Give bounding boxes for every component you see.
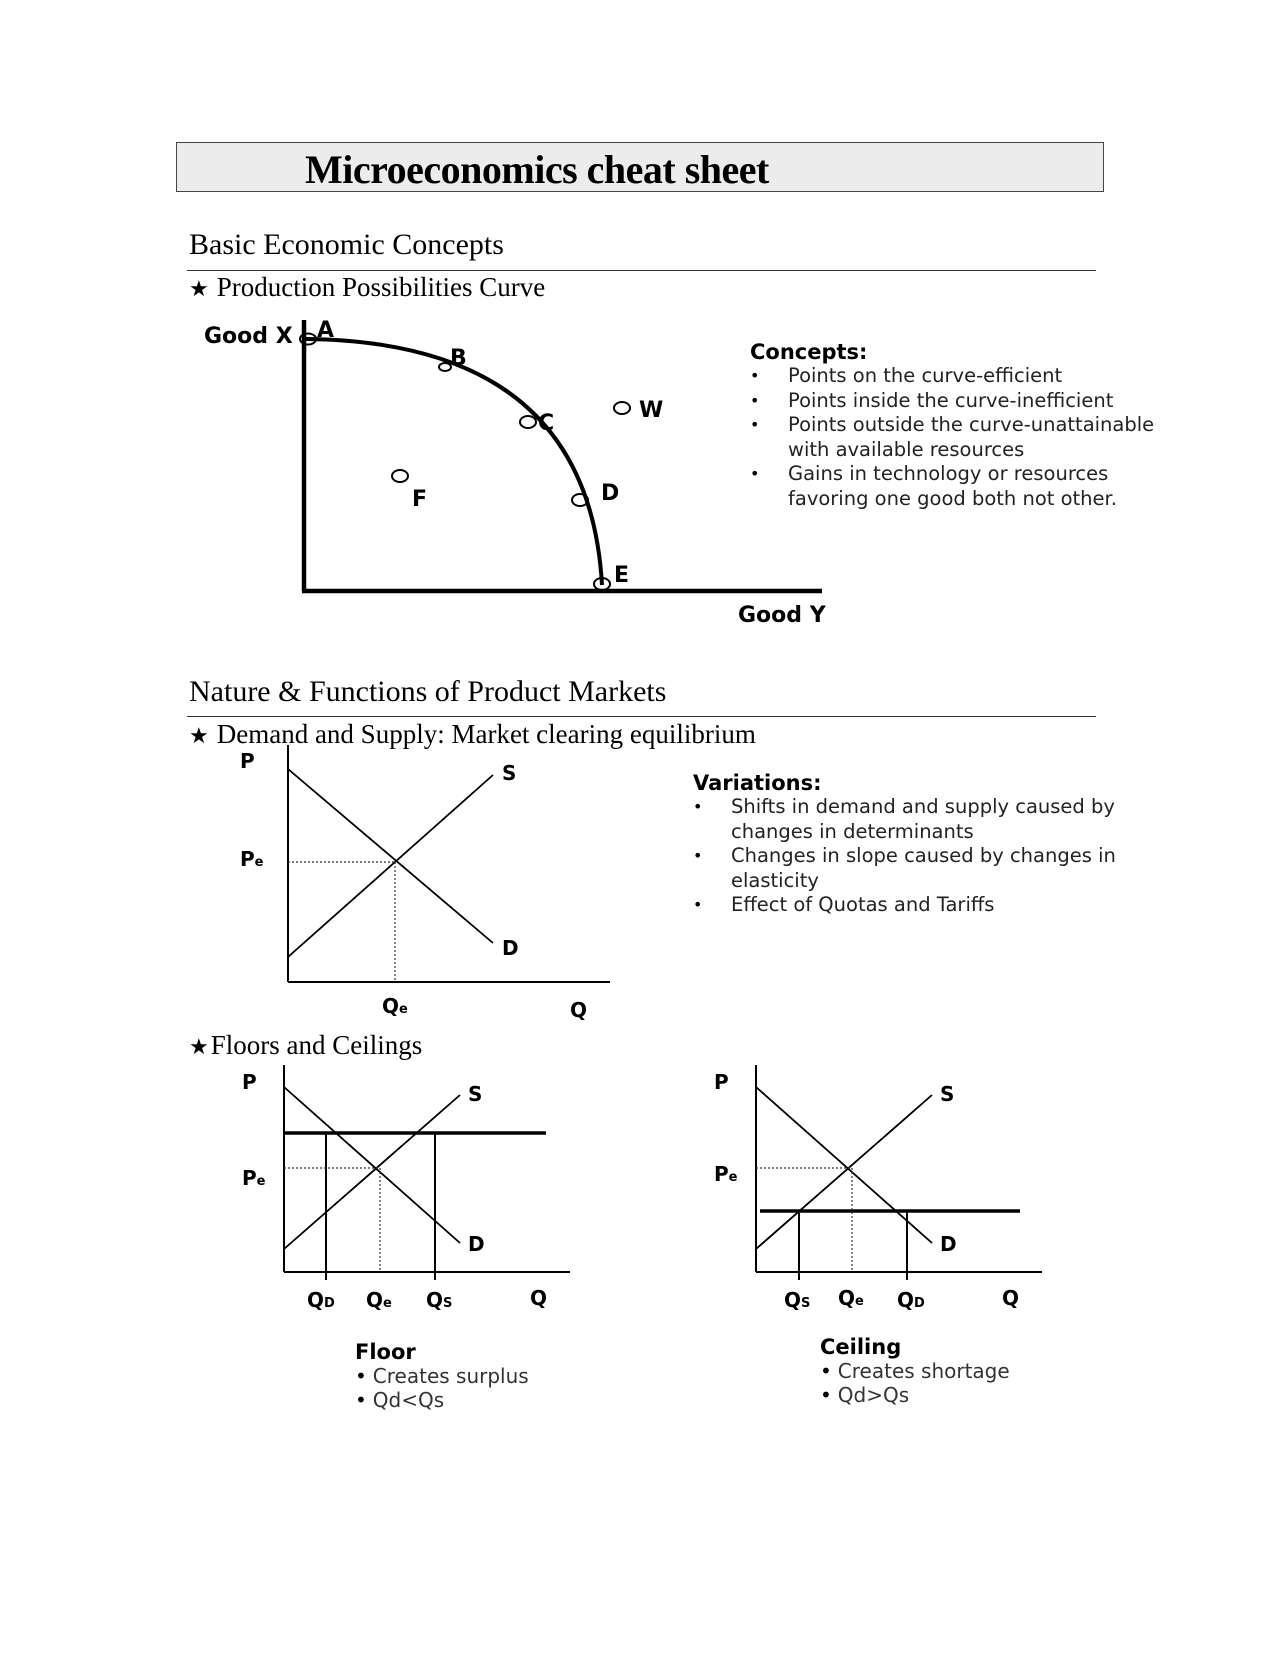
subsection-heading-text: Production Possibilities Curve — [216, 272, 546, 302]
qe-label: Qe — [366, 1288, 392, 1312]
point-e-label: E — [614, 563, 630, 588]
list-item: • Points on the curve-efficient — [750, 364, 1063, 387]
ceiling-chart — [702, 1065, 1062, 1335]
qs-label: QS — [784, 1288, 811, 1312]
point-c-marker — [520, 416, 536, 428]
subsection-heading-ppc — [189, 272, 545, 303]
qd-label: QD — [307, 1288, 335, 1312]
bullet-icon: • — [693, 846, 703, 865]
p-axis-label: P — [240, 749, 255, 773]
point-w-marker — [614, 402, 630, 414]
point-w-label: W — [639, 398, 664, 423]
demand-label: D — [940, 1232, 957, 1256]
supply-label: S — [502, 761, 517, 785]
list-item: • Changes in slope caused by changes in elasticity — [693, 844, 1116, 892]
bullet-icon: • — [750, 366, 760, 385]
concepts-notes — [750, 340, 1170, 511]
subsection-heading-bold: Demand and Supply: — [216, 719, 445, 749]
qe-label: Qe — [838, 1286, 864, 1310]
point-c-label: C — [538, 411, 555, 436]
bullet-icon: • — [693, 797, 703, 816]
ceiling-title: Ceiling — [820, 1335, 902, 1359]
demand-label: D — [468, 1232, 485, 1256]
star-icon: ★ — [189, 1034, 209, 1059]
floor-chart — [230, 1065, 590, 1335]
bullet-icon: • — [750, 390, 760, 410]
list-item: • Creates shortage — [820, 1359, 1010, 1383]
point-f-marker — [392, 470, 408, 482]
list-item: • Shifts in demand and supply caused by changes in determinants — [693, 795, 1115, 843]
subsection-heading-text: Floors and Ceilings — [210, 1030, 423, 1060]
variations-list — [693, 795, 1163, 918]
qs-label: QS — [426, 1288, 453, 1312]
list-item: • Qd>Qs — [820, 1383, 910, 1407]
list-item: • Gains in technology or resources favoring one good both not other. — [750, 462, 1117, 510]
demand-curve — [288, 769, 493, 943]
list-item: • Qd<Qs — [355, 1388, 445, 1412]
variations-title: Variations: — [693, 771, 822, 795]
star-icon: ★ — [189, 723, 209, 748]
q-axis-label: Q — [530, 1286, 548, 1310]
demand-curve — [284, 1087, 460, 1243]
page-title: Microeconomics cheat sheet — [305, 147, 769, 192]
supply-label: S — [468, 1082, 483, 1106]
section-heading-basic-concepts: Basic Economic Concepts — [189, 228, 504, 261]
ceiling-notes — [820, 1335, 1010, 1407]
ppc-curve — [306, 339, 602, 585]
subsection-heading-floors-ceilings — [189, 1030, 422, 1061]
supply-curve — [284, 1095, 460, 1249]
variations-notes — [693, 771, 1163, 918]
point-f-label: F — [412, 487, 428, 512]
supply-curve — [756, 1095, 932, 1249]
point-d-label: D — [601, 481, 620, 506]
pe-label: Pe — [242, 1166, 266, 1190]
supply-label: S — [940, 1082, 955, 1106]
demand-curve — [756, 1087, 932, 1243]
concepts-list — [750, 364, 1170, 511]
ceiling-list — [820, 1359, 1010, 1407]
floor-list — [355, 1364, 529, 1412]
list-item: • Creates surplus — [355, 1364, 529, 1388]
star-icon: ★ — [189, 276, 209, 301]
demand-label: D — [502, 936, 519, 960]
bullet-icon: • — [820, 1359, 832, 1383]
concepts-title: Concepts: — [750, 340, 868, 364]
bullet-icon: • — [820, 1383, 832, 1407]
q-axis-label: Q — [570, 998, 588, 1022]
point-b-label: B — [450, 346, 467, 371]
p-axis-label: P — [714, 1070, 729, 1094]
p-axis-label: P — [242, 1070, 257, 1094]
bullet-icon: • — [750, 464, 760, 483]
q-axis-label: Q — [1002, 1286, 1020, 1310]
bullet-icon: • — [355, 1388, 367, 1412]
x-axis-label: Good Y — [738, 603, 826, 628]
ppc-chart — [190, 320, 830, 650]
demand-supply-chart — [230, 745, 630, 1035]
supply-curve — [288, 775, 493, 957]
bullet-icon: • — [355, 1364, 367, 1388]
y-axis-label: Good X — [204, 324, 293, 349]
floor-notes — [355, 1340, 529, 1412]
subsection-heading-rest: Market clearing equilibrium — [444, 719, 756, 749]
list-item: • Effect of Quotas and Tariffs — [693, 893, 995, 916]
point-a-label: A — [317, 320, 335, 343]
section-rule — [187, 270, 1096, 271]
pe-label: Pe — [714, 1162, 738, 1186]
floor-title: Floor — [355, 1340, 416, 1364]
list-item: • Points inside the curve-inefficient — [750, 388, 1114, 412]
pe-label: Pe — [240, 847, 264, 871]
section-rule — [187, 716, 1096, 717]
bullet-icon: • — [693, 895, 703, 914]
list-item: • Points outside the curve-unattainable with available resources — [750, 413, 1155, 461]
section-heading-product-markets: Nature & Functions of Product Markets — [189, 675, 667, 708]
bullet-icon: • — [750, 415, 760, 434]
qd-label: QD — [897, 1288, 925, 1312]
qe-label: Qe — [382, 994, 408, 1018]
